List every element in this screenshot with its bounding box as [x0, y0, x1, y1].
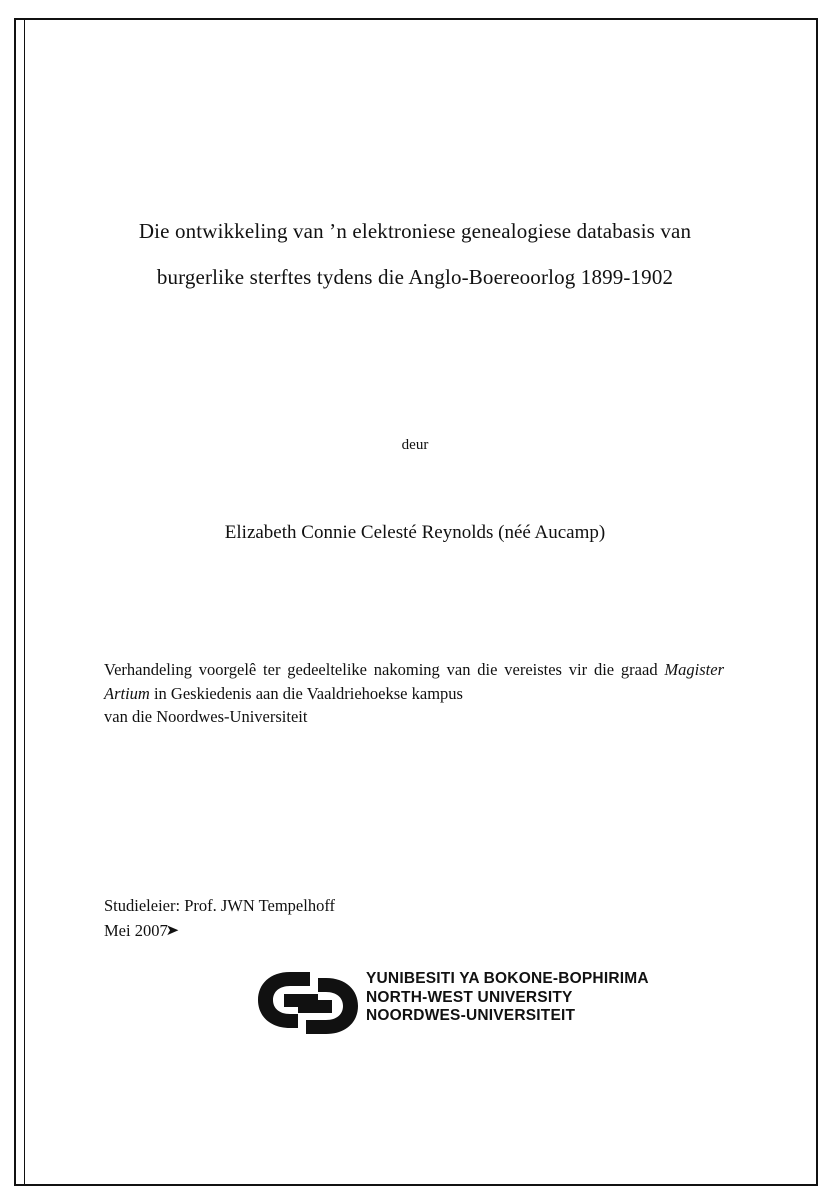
by-label: deur	[401, 437, 429, 453]
university-logo-text	[366, 970, 649, 1026]
logo-text-line-2: NORTH-WEST UNIVERSITY	[366, 988, 573, 1006]
degree-statement-part2: in Geskiedenis aan die Vaaldriehoekse kampus	[149, 683, 463, 703]
supervisor-block	[104, 893, 726, 945]
degree-statement-part1: Verhandeling voorgelê ter gedeeltelike nakoming van die vereistes vir die graad	[104, 660, 665, 679]
university-logo	[254, 962, 674, 1044]
degree-statement	[104, 658, 724, 729]
page-content	[104, 0, 726, 1200]
author-name: Elizabeth Connie Celesté Reynolds (néé Aucamp)	[224, 522, 606, 543]
supervisor-line: Studieleier: Prof. JWN Tempelhoff	[104, 896, 336, 915]
north-west-university-logo-icon	[254, 964, 362, 1042]
title-line-2: burgerlike sterftes tydens die Anglo-Boereoorlog 1899-1902	[156, 265, 674, 289]
date-line	[104, 918, 726, 945]
degree-name: Magister Artium	[104, 660, 724, 703]
title-line-1: Die ontwikkeling van ’n elektroniese genealogiese databasis van	[138, 219, 692, 243]
logo-text-line-1: YUNIBESITI YA BOKONE-BOPHIRIMA	[366, 970, 649, 987]
logo-text-line-3: NOORDWES-UNIVERSITEIT	[366, 1007, 576, 1024]
document-title	[104, 208, 726, 300]
degree-statement-part3: van die Noordwes-Universiteit	[104, 707, 308, 726]
stray-pen-mark: ➤	[165, 923, 179, 939]
date-text: Mei 2007	[104, 921, 168, 940]
